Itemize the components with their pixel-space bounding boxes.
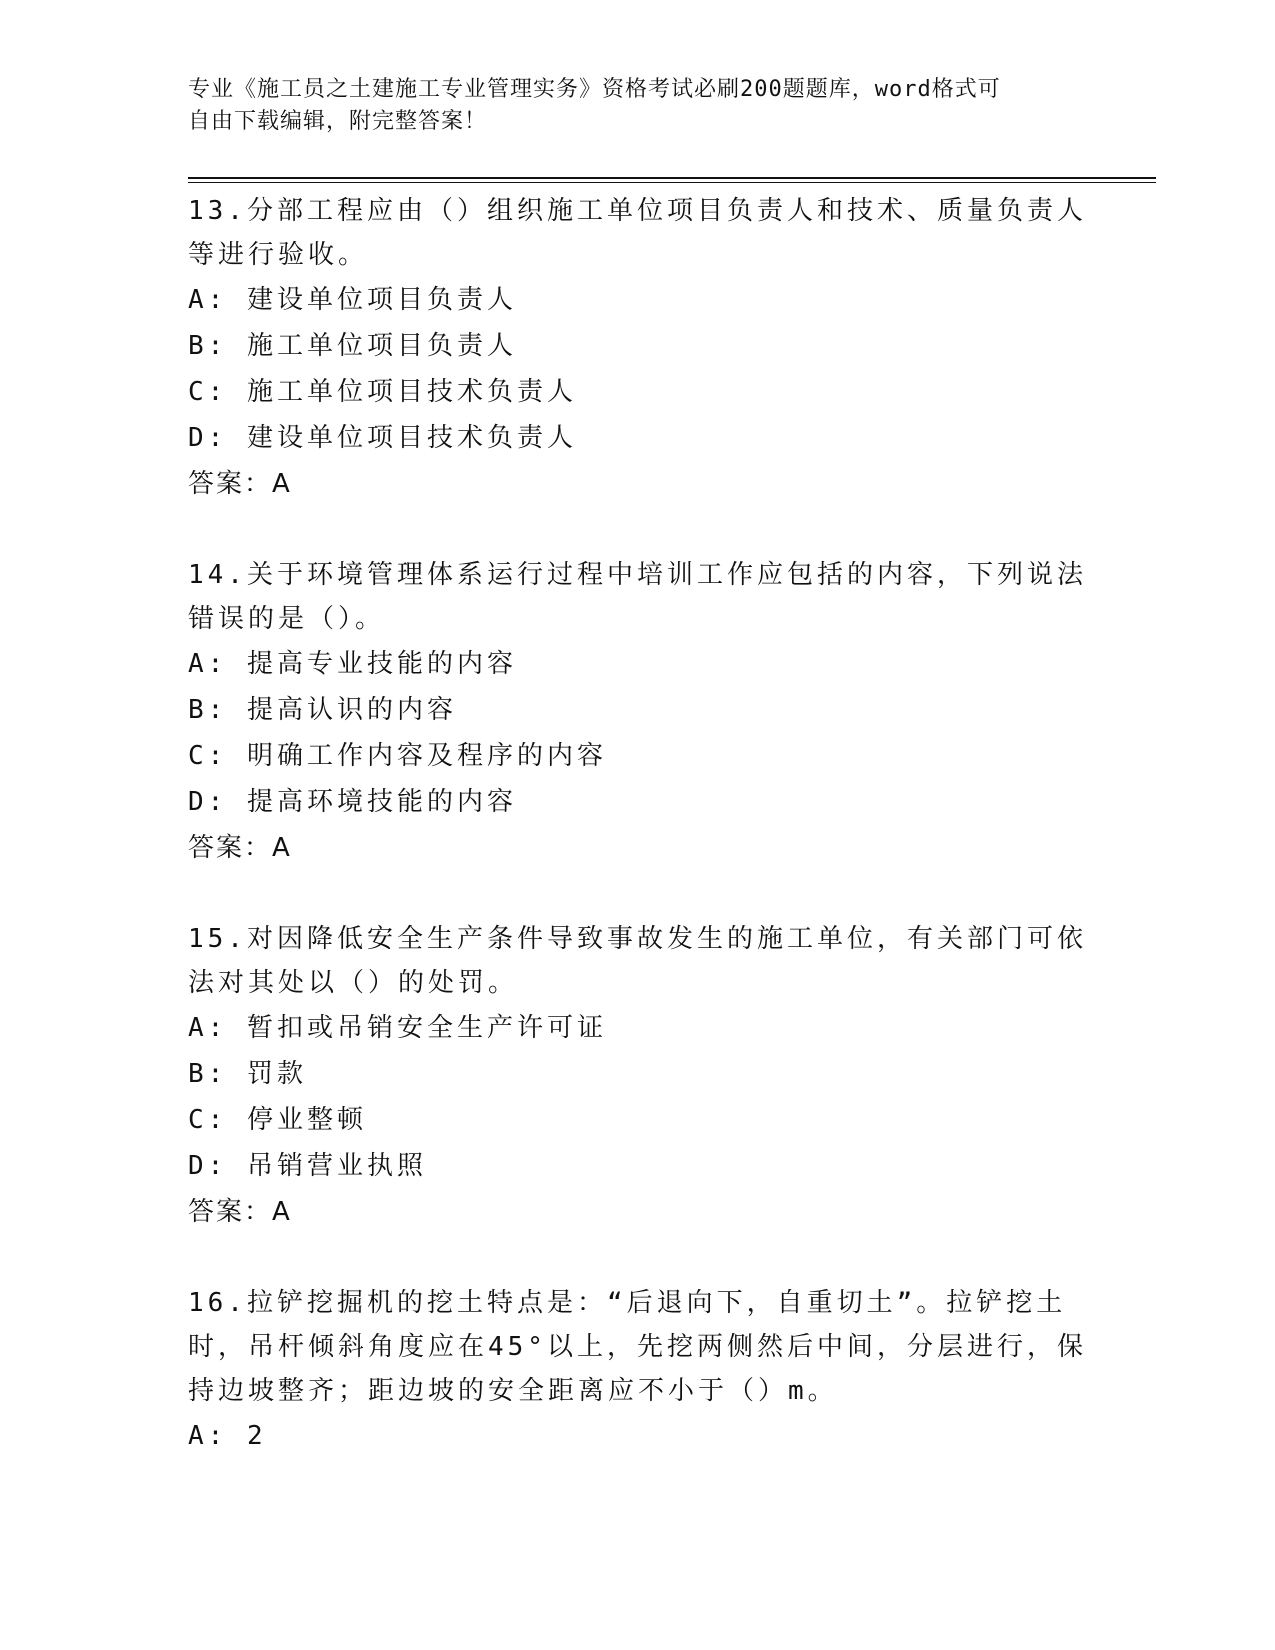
question-stem: 13.分部工程应由（）组织施工单位项目负责人和技术、质量负责人等进行验收。 (188, 196, 1087, 270)
question-14 (188, 553, 1088, 871)
option-c: C: 施工单位项目技术负责人 (188, 377, 577, 407)
option-d: D: 建设单位项目技术负责人 (188, 423, 577, 453)
header-line-1: 专业《施工员之土建施工专业管理实务》资格考试必刷200题题库，word格式可 (188, 77, 1001, 102)
option-a: A: 建设单位项目负责人 (188, 285, 517, 315)
question-13 (188, 189, 1088, 507)
option-c: C: 停业整顿 (188, 1105, 367, 1135)
option-c: C: 明确工作内容及程序的内容 (188, 741, 607, 771)
option-b: B: 提高认识的内容 (188, 695, 457, 725)
question-16 (188, 1281, 1088, 1459)
header-line-2: 自由下载编辑，附完整答案！ (188, 109, 488, 134)
option-d: D: 提高环境技能的内容 (188, 787, 517, 817)
header-divider-thick (188, 177, 1156, 179)
answer: 答案：A (188, 469, 292, 499)
question-stem: 16.拉铲挖掘机的挖土特点是：“后退向下，自重切土”。拉铲挖土时，吊杆倾斜角度应在45°以上，先挖两侧然后中间，分层进行，保持边坡整齐；距边坡的安全距离应不小于（）m。 (188, 1288, 1087, 1406)
answer: 答案：A (188, 1197, 292, 1227)
option-d: D: 吊销营业执照 (188, 1151, 427, 1181)
option-b: B: 施工单位项目负责人 (188, 331, 517, 361)
question-list (188, 189, 1088, 1505)
question-stem: 14.关于环境管理体系运行过程中培训工作应包括的内容，下列说法错误的是（）。 (188, 560, 1087, 634)
question-stem: 15.对因降低安全生产条件导致事故发生的施工单位，有关部门可依法对其处以（）的处罚。 (188, 924, 1087, 998)
option-a: A: 2 (188, 1421, 267, 1451)
option-a: A: 提高专业技能的内容 (188, 649, 517, 679)
document-header (188, 74, 1088, 138)
option-a: A: 暂扣或吊销安全生产许可证 (188, 1013, 607, 1043)
answer: 答案：A (188, 833, 292, 863)
header-divider-thin (188, 182, 1156, 183)
question-15 (188, 917, 1088, 1235)
option-b: B: 罚款 (188, 1059, 307, 1089)
